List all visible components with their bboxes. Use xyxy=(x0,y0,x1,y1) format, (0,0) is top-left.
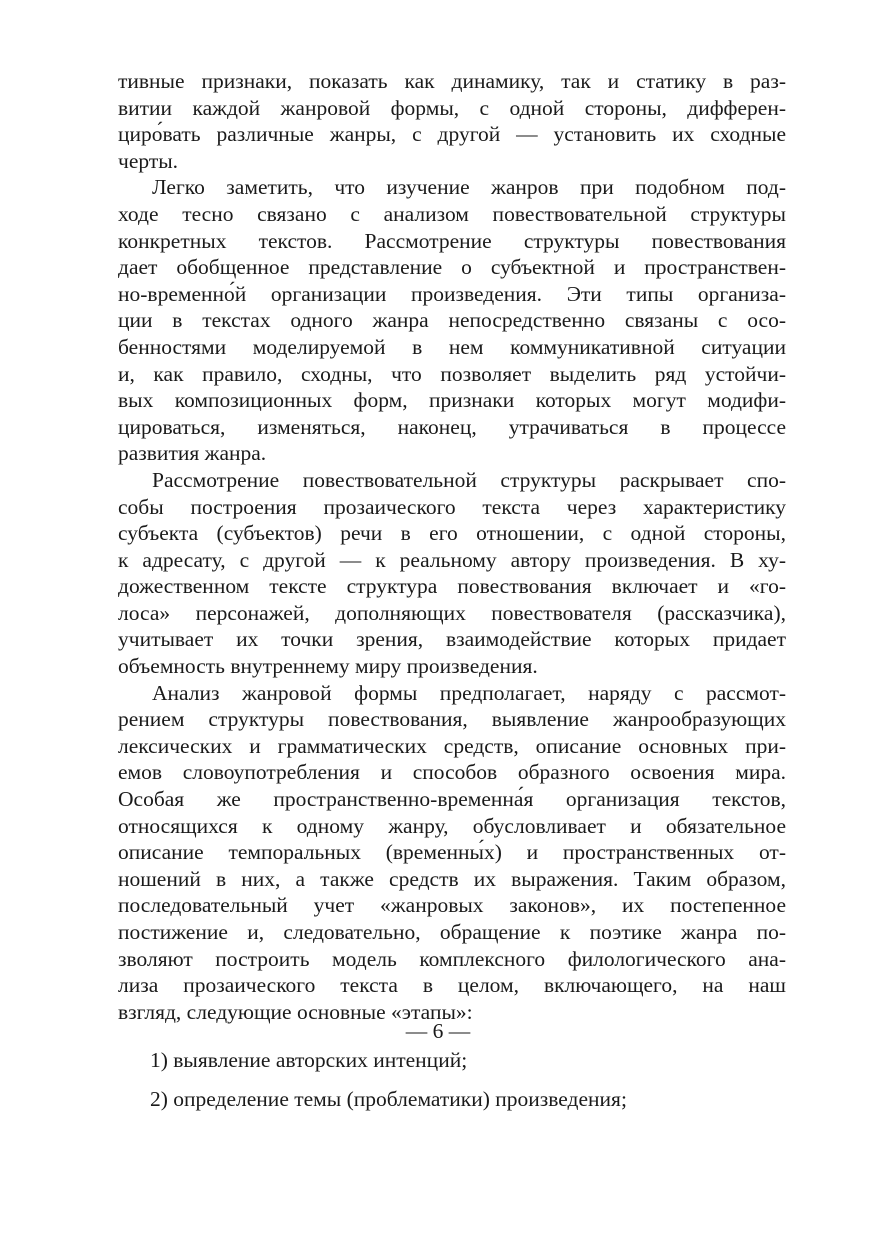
text-line: лиза прозаического текста в целом, включающего, на наш xyxy=(118,973,786,998)
text-line: тивные признаки, показать как динамику, так и статику в раз- xyxy=(118,69,786,93)
text-line: вых композиционных форм, признаки которых могут модифи- xyxy=(118,388,786,413)
text-line: постижение и, следовательно, обращение к поэтике жанра по- xyxy=(118,920,786,944)
list-item: 2) определение темы (проблематики) произведения; xyxy=(150,1086,627,1111)
text-line: рением структуры повествования, выявление жанрообразующих xyxy=(118,707,786,732)
paragraph xyxy=(118,467,786,680)
text-line: ношений в них, а также средств их выражения. Таким образом, xyxy=(118,866,786,891)
text-line: Легко заметить, что изучение жанров при подобном под- xyxy=(152,175,786,200)
text-line: черты. xyxy=(118,148,179,173)
text-line: описание темпоральных (временны́х) и пространственных от- xyxy=(118,840,786,865)
text-line: лоса» персонажей, дополняющих повествователя (рассказчика), xyxy=(118,600,786,625)
text-line: и, как правило, сходны, что позволяет выделить ряд устойчи- xyxy=(118,361,786,386)
paragraph xyxy=(118,680,786,1026)
text-line: витии каждой жанровой формы, с одной стороны, дифферен- xyxy=(118,95,786,120)
text-line: объемность внутреннему миру произведения. xyxy=(118,654,538,679)
text-line: циро́вать различные жанры, с другой — установить их сходные xyxy=(118,122,786,147)
text-line: лексических и грамматических средств, описание основных при- xyxy=(118,733,786,758)
text-line: цироваться, изменяться, наконец, утрачиваться в процессе xyxy=(118,414,786,439)
text-line: Анализ жанровой формы предполагает, наряду с рассмот- xyxy=(152,680,786,705)
text-line: субъекта (субъектов) речи в его отношении, с одной стороны, xyxy=(118,521,786,546)
text-line: учитывает их точки зрения, взаимодействие которых придает xyxy=(118,627,786,652)
text-line: зволяют построить модель комплексного филологического ана- xyxy=(118,946,786,971)
list-item: 1) выявление авторских интенций; xyxy=(150,1048,468,1073)
paragraph xyxy=(118,174,786,467)
paragraph xyxy=(118,68,786,174)
page-number: — 6 — xyxy=(405,1019,471,1043)
text-line: ходе тесно связано с анализом повествовательной структуры xyxy=(118,201,786,226)
text-line: бенностями моделируемой в нем коммуникативной ситуации xyxy=(118,334,786,359)
page-body xyxy=(118,68,786,1125)
text-line: взгляд, следующие основные «этапы»: xyxy=(118,999,473,1024)
text-line: развития жанра. xyxy=(118,441,267,466)
text-line: емов словоупотребления и способов образного освоения мира. xyxy=(118,760,786,785)
text-line: последовательный учет «жанровых законов», их постепенное xyxy=(118,893,786,918)
text-body xyxy=(118,68,786,1025)
text-line: но-временно́й организации произведения. Эти типы организа- xyxy=(118,281,786,306)
text-line: относящихся к одному жанру, обусловливает и обязательное xyxy=(118,813,786,838)
text-line: дожественном тексте структура повествования включает и «го- xyxy=(118,574,786,599)
numbered-list xyxy=(118,1047,786,1112)
text-line: Особая же пространственно-временна́я организация текстов, xyxy=(118,787,786,812)
text-line: ции в текстах одного жанра непосредственно связаны с осо- xyxy=(118,308,786,333)
text-line: дает обобщенное представление о субъектной и пространствен- xyxy=(118,255,786,280)
text-line: Рассмотрение повествовательной структуры раскрывает спо- xyxy=(152,467,786,492)
text-line: конкретных текстов. Рассмотрение структуры повествования xyxy=(118,228,786,253)
text-line: собы построения прозаического текста через характеристику xyxy=(118,494,786,519)
text-line: к адресату, с другой — к реальному автору произведения. В ху- xyxy=(118,547,786,572)
